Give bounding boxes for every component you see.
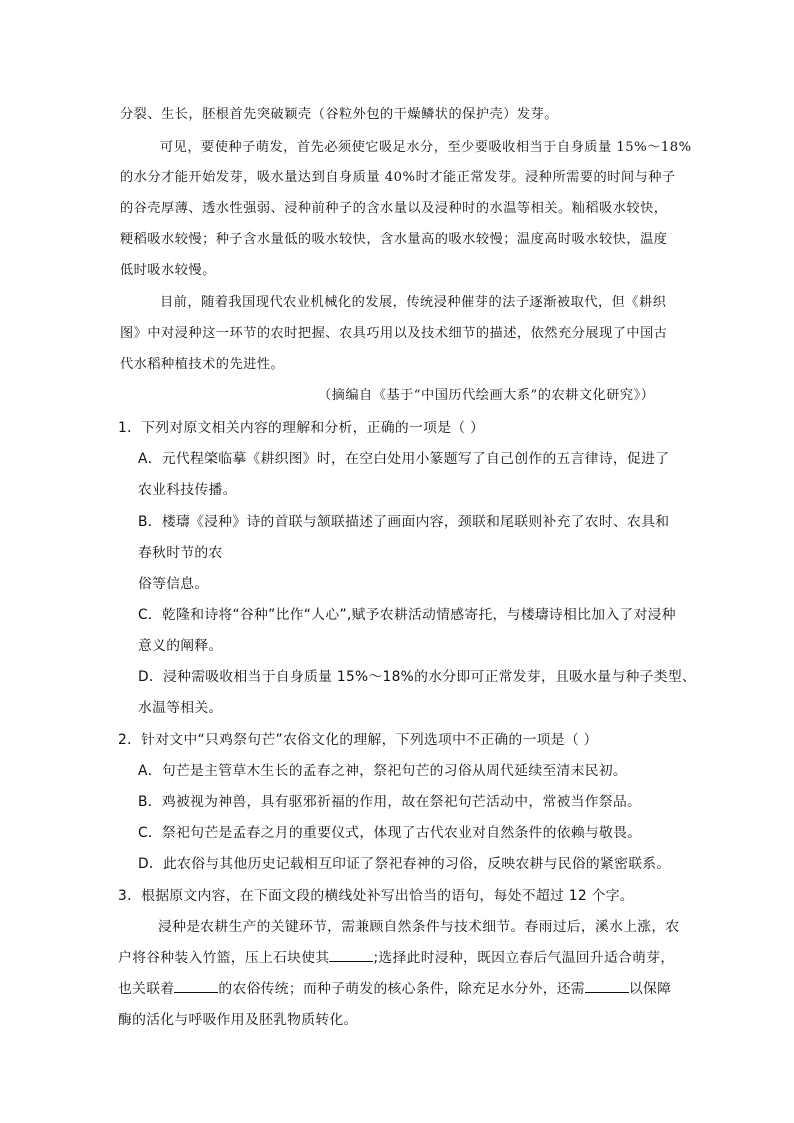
passage-line: 目前，随着我国现代农业机械化的发展，传统浸种催芽的法子逐渐被取代，但《耕织 [160, 295, 667, 310]
question-3-text: ;选择此时浸种，既因立春后气温回升适合萌芽， [373, 950, 675, 966]
question-1-option-b-cont: 春秋时节的农 [138, 545, 223, 561]
question-1-option-d-cont: 水温等相关。 [138, 700, 223, 716]
passage-line: 低时吸水较慢。 [120, 263, 216, 278]
passage-line: 的水分才能开始发芽，吸水量达到自身质量 40%时才能正常发芽。浸种所需要的时间与种子 [120, 170, 676, 185]
question-1-option-d: D．浸种需吸收相当于自身质量 15%～18%的水分即可正常发芽，且吸水量与种子类型、 [138, 669, 697, 685]
question-2-option-c: C．祭祀句芒是孟春之月的重要仪式，体现了古代农业对自然条件的依赖与敬畏。 [138, 825, 642, 841]
passage-line: 粳稻吸水较慢；种子含水量低的吸水较快，含水量高的吸水较慢；温度高时吸水较快，温度 [120, 232, 668, 247]
question-1-option-a-cont: 农业科技传播。 [138, 482, 237, 498]
question-1-option-a: A．元代程棨临摹《耕织图》时，在空白处用小篆题写了自己创作的五言律诗，促进了 [138, 451, 670, 467]
answer-blank-3[interactable] [585, 980, 629, 993]
question-1-stem: 1．下列对原文相关内容的理解和分析，正确的一项是（ ） [118, 420, 485, 436]
question-1-option-c-cont: 意义的阐释。 [138, 638, 223, 654]
question-2-stem: 2．针对文中“只鸡祭句芒”农俗文化的理解，下列选项中不正确的一项是（ ） [118, 732, 598, 748]
question-3-text-line: 酶的活化与呼吸作用及胚乳物质转化。 [118, 1012, 358, 1028]
question-1-option-b: B．楼璹《浸种》诗的首联与颔联描述了画面内容，颈联和尾联则补充了农时、农具和 [138, 514, 670, 530]
question-1-option-b-cont: 俗等信息。 [138, 576, 209, 592]
question-3-text-line [118, 977, 671, 997]
passage-line: 的谷壳厚薄、透水性强弱、浸种前种子的含水量以及浸种时的水温等相关。籼稻吸水较快， [120, 201, 668, 216]
question-3-text: 的农俗传统；而种子萌发的核心条件，除充足水分外，还需 [218, 981, 585, 997]
question-3-text-line [118, 946, 674, 966]
question-2-option-d: D．此农俗与其他历史记载相互印证了祭祀春神的习俗，反映农耕与民俗的紧密联系。 [138, 856, 671, 872]
question-2-option-b: B．鸡被视为神兽，具有驱邪祈福的作用，故在祭祀句芒活动中，常被当作祭品。 [138, 794, 642, 810]
question-3-text: 户将谷种装入竹篮，压上石块使其 [118, 950, 330, 966]
question-3-text-line: 浸种是农耕生产的关键环节，需兼顾自然条件与技术细节。春雨过后，溪水上涨，农 [158, 919, 680, 935]
answer-blank-1[interactable] [329, 949, 373, 962]
question-3-text: 以保障 [628, 981, 672, 997]
answer-blank-2[interactable] [174, 980, 218, 993]
passage-paragraph-0: 分裂、生长，胚根首先突破颖壳（谷粒外包的干燥鳞状的保护壳）发芽。 [120, 107, 558, 122]
passage-line: 可见，要使种子萌发，首先必须使它吸足水分，至少要吸收相当于自身质量 15%～18% [160, 140, 692, 155]
question-2-option-a: A．句芒是主管草木生长的孟春之神，祭祀句芒的习俗从周代延续至清末民初。 [138, 763, 628, 779]
question-3-text: 也关联着 [118, 981, 175, 997]
passage-line: 图》中对浸种这一环节的农时把握、农具巧用以及技术细节的描述，依然充分展现了中国古 [120, 326, 668, 341]
question-3-stem: 3．根据原文内容，在下面文段的横线处补写出恰当的语句，每处不超过 12 个字。 [118, 888, 634, 904]
passage-line: 代水稻种植技术的先进性。 [120, 357, 285, 372]
question-1-option-c: C．乾隆和诗将“谷种”比作“人心”,赋予农耕活动情感寄托，与楼璹诗相比加入了对浸种 [138, 607, 676, 623]
passage-source: （摘编自《基于“中国历代绘画大系”的农耕文化研究》） [318, 388, 655, 403]
